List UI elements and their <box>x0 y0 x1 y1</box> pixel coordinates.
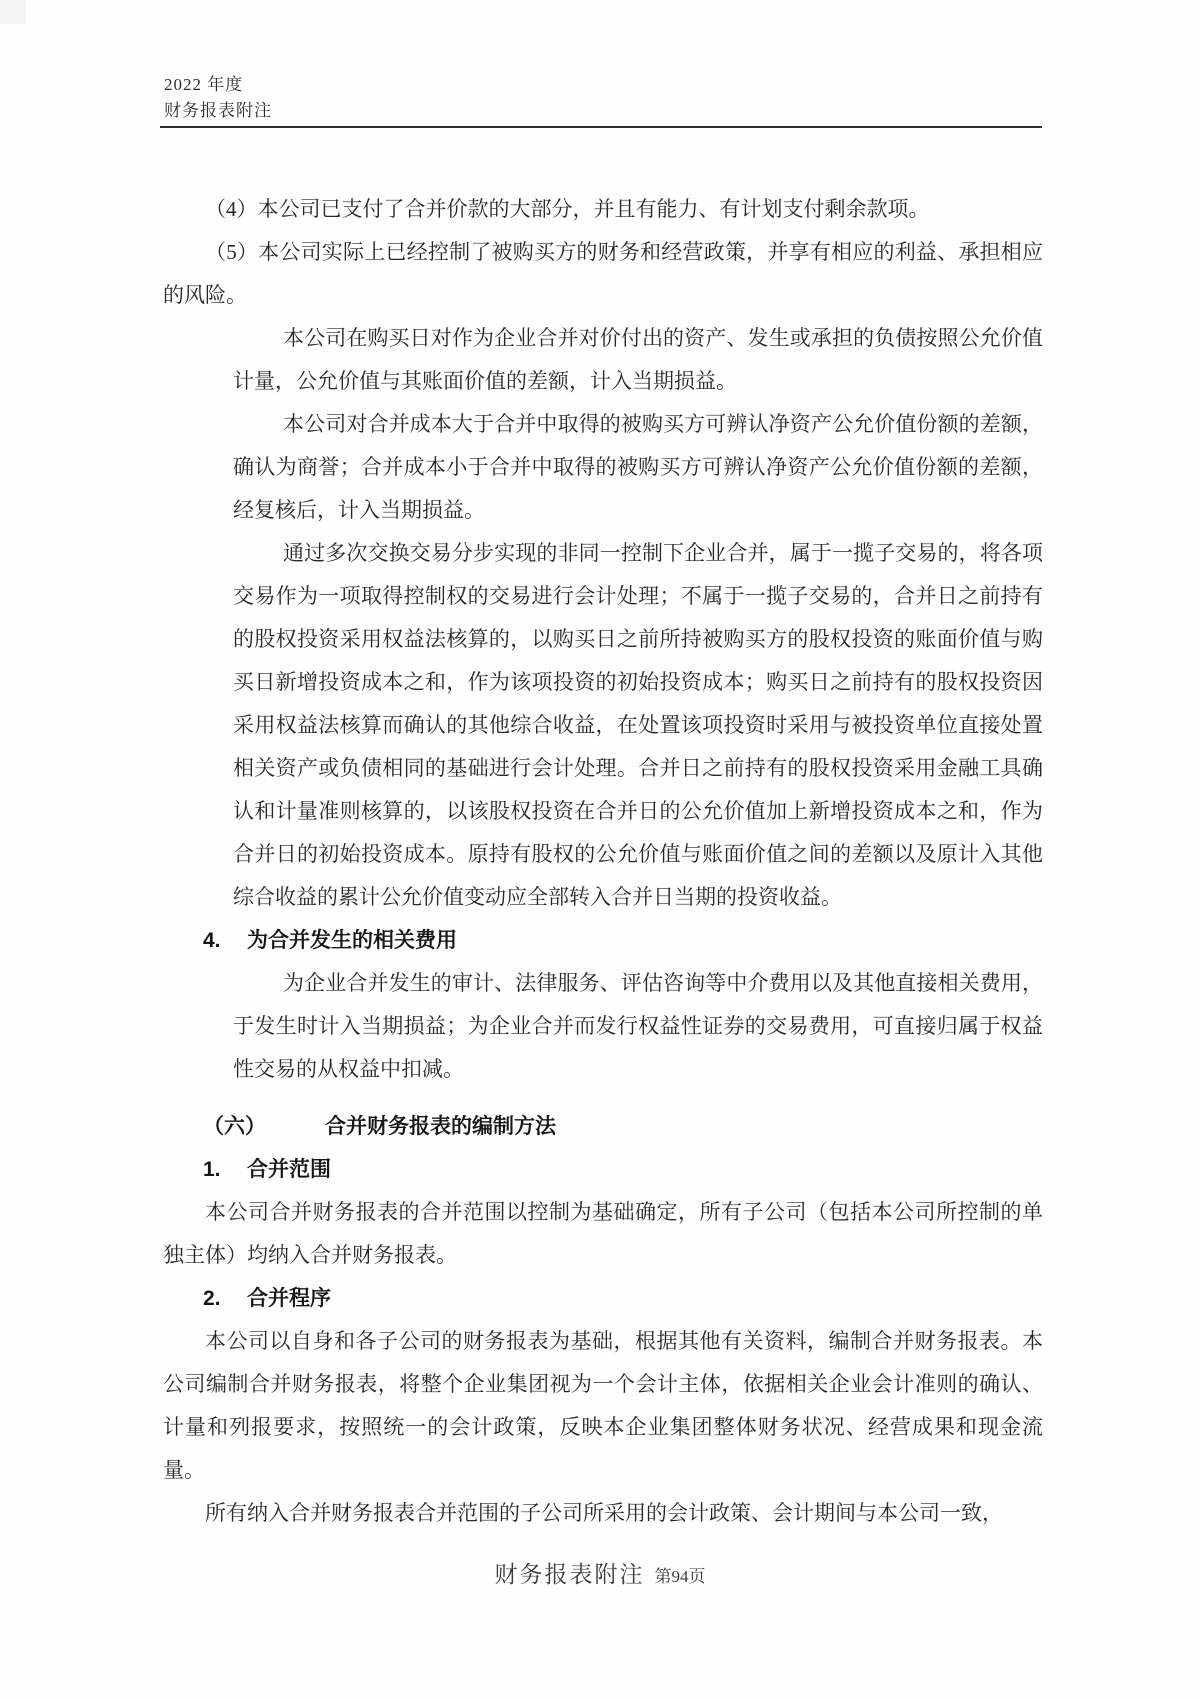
consolidation-procedure-paragraph: 本公司以自身和各子公司的财务报表为基础，根据其他有关资料，编制合并财务报表。本公司编制合并财务报表，将整个企业集团视为一个会计主体，依据相关企业会计准则的确认、计量和列报要求，按照统一的会计政策，反映本企业集团整体财务状况、经营成果和现金流量。 <box>163 1329 1043 1482</box>
step-acquisition-paragraph: 通过多次交换交易分步实现的非同一控制下企业合并，属于一揽子交易的，将各项交易作为一项取得控制权的交易进行会计处理；不属于一揽子交易的，合并日之前持有的股权投资采用权益法核算的，以购买日之前所持被购买方的股权投资的账面价值与购买日新增投资成本之和，作为该项投资的初始投资成本；购买日之前持有的股权投资因采用权益法核算而确认的其他综合收益，在处置该项投资时采用与被投资单位直接处置相关资产或负债相同的基础进行会计处理。合并日之前持有的股权投资采用金融工具确认和计量准则核算的，以该股权投资在合并日的公允价值加上新增投资成本之和，作为合并日的初始投资成本。原持有股权的公允价值与账面价值之间的差额以及原计入其他综合收益的累计公允价值变动应全部转入合并日当期的投资收益。 <box>233 541 1043 909</box>
heading-number: 1. <box>203 1158 221 1181</box>
page-footer <box>0 1556 1200 1589</box>
header-year-line: 2022 年度 <box>164 75 244 94</box>
goodwill-recognition-paragraph: 本公司对合并成本大于合并中取得的被购买方可辨认净资产公允价值份额的差额，确认为商誉；合并成本小于合并中取得的被购买方可辨认净资产公允价值份额的差额，经复核后，计入当期损益。 <box>233 412 1043 522</box>
footer-page-number: 第94页 <box>654 1567 706 1586</box>
heading-consolidation-scope <box>163 1148 1043 1191</box>
scan-artifact <box>0 0 26 24</box>
page-header <box>164 72 1042 124</box>
document-body <box>163 188 1043 1535</box>
condition-item-4-paragraph: （4）本公司已支付了合并价款的大部分，并且有能力、有计划支付剩余款项。 <box>205 197 930 221</box>
condition-item-5-paragraph: （5）本公司实际上已经控制了被购买方的财务和经营政策，并享有相应的利益、承担相应的风险。 <box>163 240 1043 307</box>
heading-title: 合并范围 <box>247 1158 331 1181</box>
fair-value-measurement-paragraph: 本公司在购买日对作为企业合并对价付出的资产、发生或承担的负债按照公允价值计量，公允价值与其账面价值的差额，计入当期损益。 <box>233 326 1043 393</box>
heading-number: 4. <box>203 929 221 952</box>
heading-number: 2. <box>203 1287 221 1310</box>
footer-doc-title: 财务报表附注 <box>494 1562 645 1587</box>
header-doc-title: 财务报表附注 <box>164 101 272 120</box>
heading-title: 为合并发生的相关费用 <box>247 929 457 952</box>
heading-title: 合并程序 <box>247 1287 331 1310</box>
subsidiary-policies-paragraph: 所有纳入合并财务报表合并范围的子公司所采用的会计政策、会计期间与本公司一致， <box>205 1501 1003 1525</box>
consolidation-scope-paragraph: 本公司合并财务报表的合并范围以控制为基础确定，所有子公司（包括本公司所控制的单独主体）均纳入合并财务报表。 <box>163 1200 1043 1267</box>
heading-section-six-consolidation-method <box>163 1105 1043 1148</box>
heading-consolidation-procedure <box>163 1277 1043 1320</box>
merger-fees-paragraph: 为企业合并发生的审计、法律服务、评估咨询等中介费用以及其他直接相关费用，于发生时计入当期损益；为企业合并而发行权益性证券的交易费用，可直接归属于权益性交易的从权益中扣减。 <box>233 971 1043 1081</box>
heading-number: （六） <box>203 1115 266 1138</box>
heading-merger-related-fees <box>163 919 1043 962</box>
heading-title: 合并财务报表的编制方法 <box>325 1115 556 1138</box>
header-divider-rule <box>160 126 1042 128</box>
